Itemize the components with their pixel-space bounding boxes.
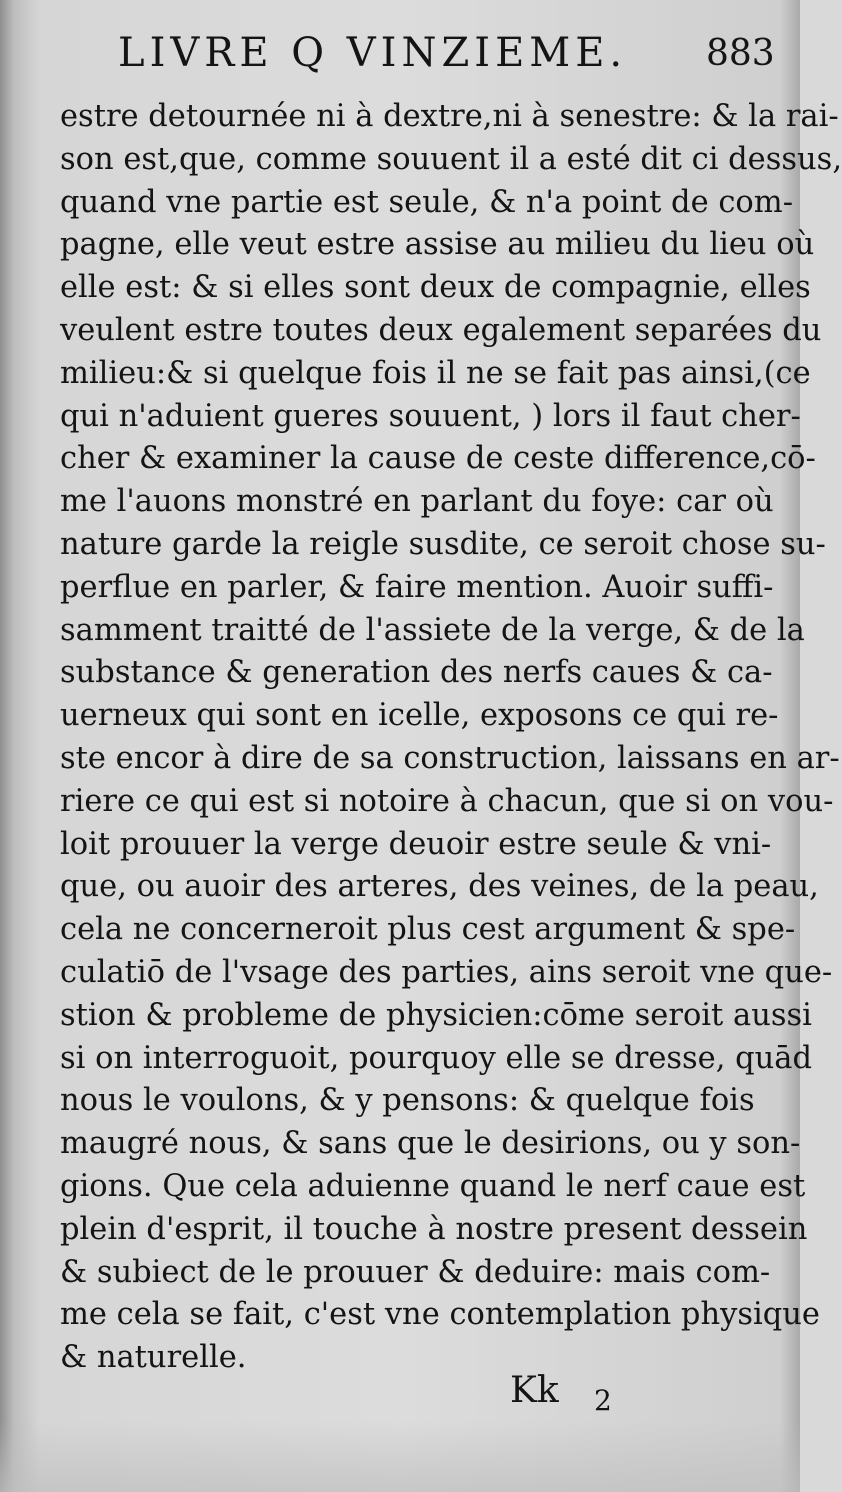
- running-head: LIVRE Q VINZIEME.: [118, 30, 628, 76]
- text-line: estre detournée ni à dextre,ni à senestre: & la rai-: [60, 99, 839, 134]
- text-line: loit prouuer la verge deuoir estre seule & vni-: [60, 826, 772, 862]
- text-line: riere ce qui est si notoire à chacun, que si on vou-: [60, 783, 834, 819]
- text-line: si on interroguoit, pourquoy elle se dresse, quād: [60, 1040, 813, 1076]
- text-line: quand vne partie est seule, & n'a point de com-: [60, 184, 793, 220]
- text-line: stion & probleme de physicien:cōme seroit aussi: [60, 997, 812, 1033]
- text-line: maugré nous, & sans que le desirions, ou y son-: [60, 1126, 801, 1162]
- text-line: nature garde la reigle susdite, ce seroit chose su-: [60, 526, 826, 562]
- page-header: [0, 26, 800, 76]
- text-line: & subiect de le prouuer & deduire: mais com-: [60, 1254, 771, 1290]
- text-line: samment traitté de l'assiete de la verge, & de la: [60, 612, 805, 648]
- text-line: plein d'esprit, il touche à nostre present dessein: [60, 1211, 808, 1247]
- page-number: 883: [706, 33, 775, 74]
- text-line: gions. Que cela aduienne quand le nerf caue est: [60, 1168, 806, 1204]
- text-line: cher & examiner la cause de ceste difference,cō-: [60, 441, 816, 477]
- text-line: qui n'aduient gueres souuent, ) lors il faut cher-: [60, 398, 801, 434]
- text-line: ste encor à dire de sa construction, laissans en ar-: [60, 740, 840, 776]
- text-line: veulent estre toutes deux egalement separées du: [60, 312, 822, 348]
- signature-mark: Kk: [510, 1370, 559, 1411]
- text-line: & naturelle.: [60, 1340, 247, 1376]
- body-text: [60, 96, 842, 1380]
- signature-sheet-number: 2: [594, 1384, 612, 1417]
- text-line: uerneux qui sont en icelle, exposons ce qui re-: [60, 698, 779, 734]
- text-line: elle est: & si elles sont deux de compagnie, elles: [60, 270, 811, 306]
- page-footer: [0, 1366, 800, 1426]
- text-line: me l'auons monstré en parlant du foye: car où: [60, 484, 774, 520]
- show-through-bleed: [0, 1420, 800, 1492]
- text-line: perflue en parler, & faire mention. Auoir suffi-: [60, 569, 774, 605]
- text-line: son est,que, comme souuent il a esté dit ci dessus,: [60, 141, 842, 177]
- text-line: milieu:& si quelque fois il ne se fait pas ainsi,(ce: [60, 355, 811, 391]
- text-line: cela ne concerneroit plus cest argument & spe-: [60, 912, 796, 948]
- text-line: culatiō de l'vsage des parties, ains seroit vne que-: [60, 954, 833, 990]
- text-line: substance & generation des nerfs caues & ca-: [60, 655, 773, 691]
- text-line: nous le voulons, & y pensons: & quelque fois: [60, 1083, 755, 1119]
- text-line: pagne, elle veut estre assise au milieu du lieu où: [60, 227, 815, 263]
- text-line: me cela se fait, c'est vne contemplation physique: [60, 1297, 820, 1333]
- text-line: que, ou auoir des arteres, des veines, de la peau,: [60, 869, 819, 905]
